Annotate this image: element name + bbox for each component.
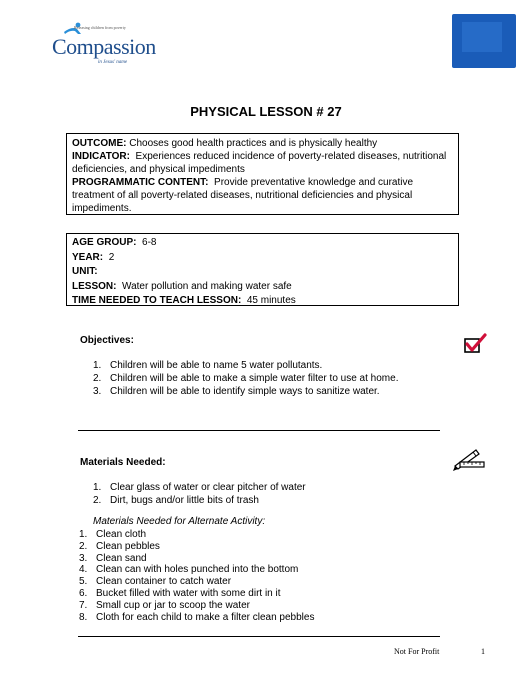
indicator-row — [72, 150, 453, 176]
list-item-text: Clean container to catch water — [96, 576, 232, 588]
list-item-number: 4. — [79, 564, 88, 576]
list-item-number: 5. — [79, 576, 88, 588]
lesson-value: Water pollution and making water safe — [122, 280, 292, 292]
pencil-ruler-icon — [452, 446, 486, 472]
outcome-box — [66, 133, 459, 215]
year-label: YEAR: — [72, 251, 104, 263]
list-item — [93, 385, 453, 398]
list-item — [93, 372, 453, 385]
list-item-text: Children will be able to name 5 water pollutants. — [110, 360, 323, 371]
alternate-activity-heading: Materials Needed for Alternate Activity: — [93, 516, 266, 527]
objectives-heading: Objectives: — [80, 335, 134, 346]
indicator-label: INDICATOR: — [72, 151, 130, 162]
lesson-info-box — [66, 233, 459, 306]
alternate-materials-list — [79, 529, 439, 623]
lesson-row — [72, 280, 453, 295]
list-item-number: 2. — [79, 540, 88, 552]
list-item — [93, 359, 453, 372]
unit-row — [72, 265, 453, 280]
page-title: PHYSICAL LESSON # 27 — [190, 104, 342, 119]
list-item-text: Clean sand — [96, 552, 147, 564]
programmatic-row — [72, 176, 453, 215]
list-item — [79, 553, 439, 565]
outcome-label: OUTCOME: — [72, 138, 127, 149]
list-item-text: Dirt, bugs and/or little bits of trash — [110, 495, 259, 506]
list-item-number: 1. — [93, 482, 102, 493]
section-divider — [78, 430, 440, 431]
list-item — [93, 481, 433, 494]
list-item — [79, 600, 439, 612]
lesson-label: LESSON: — [72, 280, 117, 292]
year-value: 2 — [108, 251, 115, 263]
list-item — [93, 494, 433, 507]
programmatic-text: Provide preventative knowledge and curative treatment of all poverty-related diseases, nutritional deficiencies and physical impediments. — [72, 177, 414, 214]
section-divider — [78, 636, 440, 637]
list-item-text: Children will be able to make a simple water filter to use at home. — [110, 373, 399, 384]
list-item-number: 1. — [93, 360, 102, 371]
list-item-number: 1. — [79, 529, 88, 540]
list-item — [79, 564, 439, 576]
list-item — [79, 588, 439, 600]
list-item-text: Clean can with holes punched into the bottom — [96, 564, 299, 576]
list-item-text: Children will be able to identify simple ways to sanitize water. — [110, 386, 380, 397]
compassion-logo — [52, 22, 172, 68]
outcome-row — [72, 137, 453, 150]
checkbox-check-icon — [463, 333, 487, 355]
list-item — [79, 576, 439, 588]
list-item-text: Clean pebbles — [96, 540, 160, 552]
objectives-list — [93, 359, 453, 398]
list-item — [79, 541, 439, 553]
list-item-number: 8. — [79, 611, 88, 623]
blue-block-highlight — [462, 22, 502, 52]
indicator-text: Experiences reduced incidence of poverty-related diseases, nutritional deficiencies, and physical impediments — [72, 151, 447, 175]
time-row — [72, 294, 453, 309]
list-item-text: Cloth for each child to make a filter clean pebbles — [96, 611, 315, 623]
materials-list — [93, 481, 433, 507]
outcome-text: Chooses good health practices and is physically healthy — [129, 138, 378, 149]
logo-subtitle: in Jesus' name — [98, 60, 128, 65]
programmatic-label: PROGRAMMATIC CONTENT: — [72, 177, 209, 188]
page-number: 1 — [481, 647, 485, 656]
list-item-number: 3. — [93, 386, 102, 397]
year-row — [72, 251, 453, 266]
list-item-text: Clean cloth — [96, 529, 147, 540]
time-label: TIME NEEDED TO TEACH LESSON: — [72, 295, 242, 306]
age-label: AGE GROUP: — [72, 237, 137, 248]
list-item-number: 2. — [93, 495, 102, 506]
list-item-number: 6. — [79, 587, 88, 599]
list-item — [79, 612, 439, 624]
list-item-text: Small cup or jar to scoop the water — [96, 599, 250, 611]
list-item-number: 3. — [79, 552, 88, 564]
list-item-number: 2. — [93, 373, 102, 384]
age-value: 6-8 — [142, 237, 157, 248]
list-item-text: Bucket filled with water with some dirt in it — [96, 587, 281, 599]
logo-tagline: Releasing children from poverty — [74, 25, 126, 30]
age-row — [72, 236, 453, 251]
footer-text: Not For Profit — [394, 647, 440, 656]
list-item — [79, 529, 439, 541]
list-item-text: Clear glass of water or clear pitcher of water — [110, 482, 306, 493]
blue-decorative-block — [452, 14, 516, 68]
time-value: 45 minutes — [246, 295, 296, 306]
list-item-number: 7. — [79, 599, 88, 611]
materials-heading: Materials Needed: — [80, 457, 166, 468]
unit-label: UNIT: — [72, 266, 98, 277]
logo-wordmark: Compassion — [52, 34, 156, 59]
